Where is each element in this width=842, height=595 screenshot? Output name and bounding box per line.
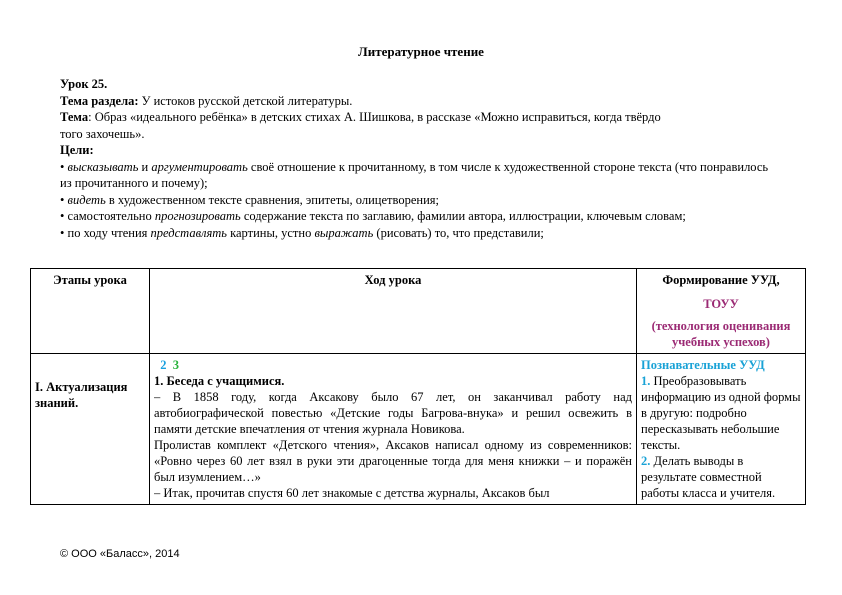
goal-item: • видеть в художественном тексте сравнения, эпитеты, олицетворения; [60, 192, 780, 209]
goal-item: • высказывать и аргументировать своё отношение к прочитанному, в том числе к художественной стороне текста (что понравилось из прочитанного и почему); [60, 159, 780, 192]
table-row [31, 354, 806, 505]
goals-label: Цели: [60, 143, 94, 157]
progress-cell [150, 354, 637, 505]
table-header-row [31, 269, 806, 354]
topic-value-2: того захочешь». [60, 126, 145, 141]
header-touu: ТОУУ [703, 297, 739, 311]
page-title: Литературное чтение [358, 44, 484, 59]
header-stages: Этапы урока [31, 269, 150, 354]
goal-item: • по ходу чтения представлять картины, устно выражать (рисовать) то, что представили; [60, 225, 780, 242]
header-touu-desc: (технология оценивания учебных успехов) [651, 319, 791, 349]
stage-label: I. Актуализация знаний. [35, 380, 128, 410]
topic-label: Тема [60, 110, 89, 124]
section-value: У истоков русской детской литературы. [138, 93, 353, 108]
progress-content [154, 357, 632, 501]
header-uud: Формирование УУД, ТОУУ (технология оценивания учебных успехов) [637, 269, 806, 354]
slide-numbers: 2 3 [160, 358, 179, 372]
paragraph: – В 1858 году, когда Аксакову было 67 лет, он заканчивал работу над автобиографической повестью «Детские годы Багрова-внука» и решил освежить в памяти детские впечатления от чтения журнала Новикова. [154, 390, 632, 436]
paragraph: – Итак, прочитав спустя 60 лет знакомые с детства журналы, Аксаков был [154, 486, 550, 500]
uud-item: 2. Делать выводы в результате совместной работы класса и учителя. [641, 454, 776, 500]
lesson-header [60, 76, 780, 241]
lesson-table [30, 268, 806, 505]
stage-cell [31, 354, 150, 505]
paragraph: Пролистав комплект «Детского чтения», Аксаков написал одному из современников: «Ровно через 60 лет взял в руки эти драгоценные тогда для меня книжки – и поражён был изумлением…» [154, 438, 632, 484]
uud-item: 1. Преобразовывать информацию из одной формы в другую: подробно пересказывать небольшие тексты. [641, 374, 801, 452]
copyright-footer: © ООО «Баласс», 2014 [60, 548, 180, 560]
uud-cell [637, 354, 806, 505]
header-progress: Ход урока [150, 269, 637, 354]
topic-value-1: : Образ «идеального ребёнка» в детских стихах А. Шишкова, в рассказе «Можно исправиться, когда твёрдо [88, 110, 661, 124]
topic-line [60, 109, 740, 142]
activity-title: 1. Беседа с учащимися. [154, 374, 285, 388]
goal-item: • самостоятельно прогнозировать содержание текста по заглавию, фамилии автора, иллюстрации, ключевым словам; [60, 208, 780, 225]
section-label: Тема раздела: [60, 93, 139, 108]
lesson-number: Урок 25. [60, 77, 108, 91]
uud-title: Познавательные УУД [641, 358, 765, 372]
section-line [60, 93, 780, 110]
